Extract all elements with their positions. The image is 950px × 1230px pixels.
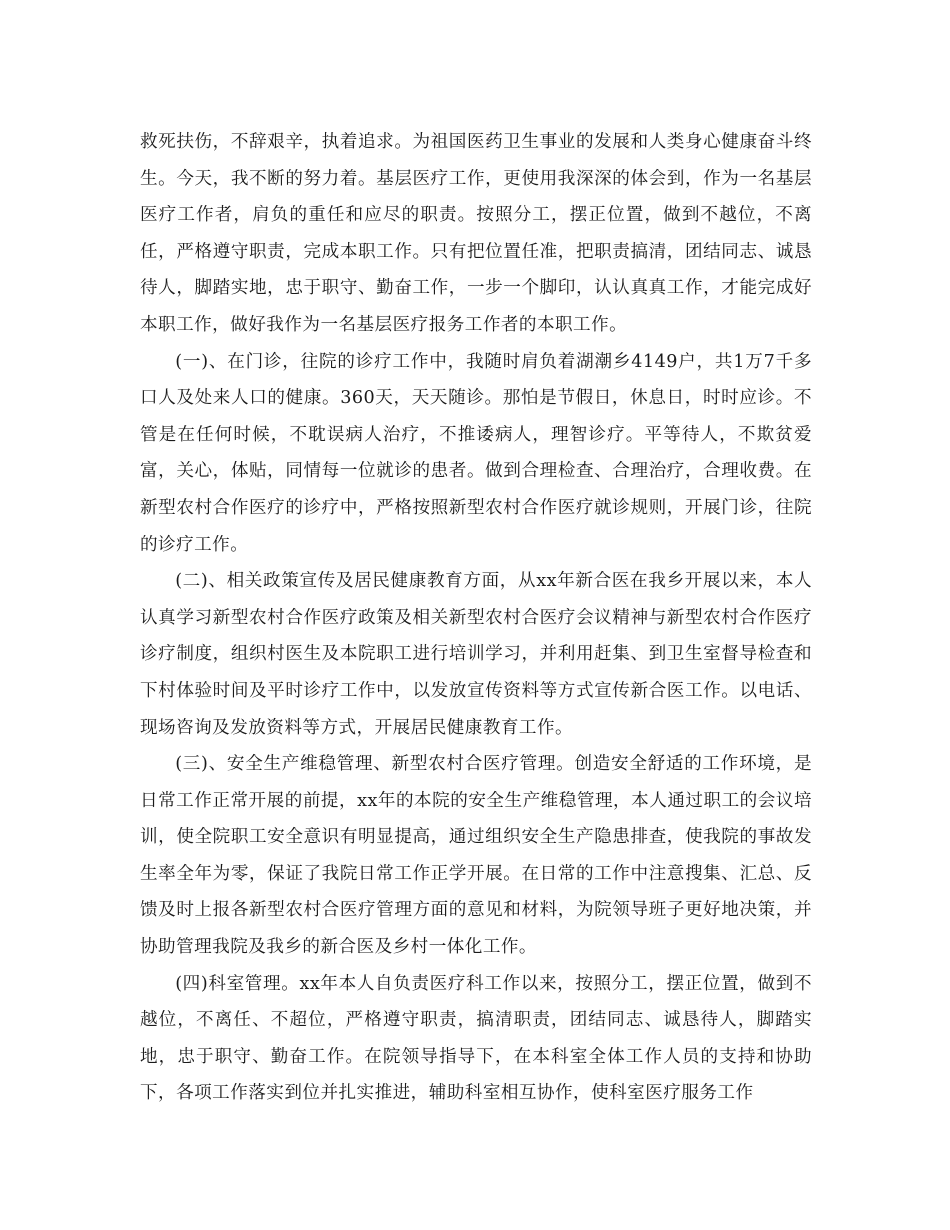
document-body — [140, 124, 812, 1112]
paragraph-department-management: (四)科室管理。xx年本人自负责医疗科工作以来，按照分工，摆正位置，做到不越位，不离任、不超位，严格遵守职责，搞清职责，团结同志、诚恳待人，脚踏实地，忠于职守、勤奋工作。在院领导指导下，在本科室全体工作人员的支持和协助下，各项工作落实到位并扎实推进，辅助科室相互协作，使科室医疗服务工作 — [140, 973, 812, 1104]
paragraph-policy-education: (二)、相关政策宣传及居民健康教育方面，从xx年新合医在我乡开展以来，本人认真学习新型农村合作医疗政策及相关新型农村合医疗会议精神与新型农村合作医疗诊疗制度，组织村医生及本院职工进行培训学习，并利用赶集、到卫生室督导检查和下村体验时间及平时诊疗工作中，以发放宣传资料等方式宣传新合医工作。以电话、现场咨询及发放资料等方式，开展居民健康教育工作。 — [140, 571, 812, 738]
paragraph-outpatient: (一)、在门诊，往院的诊疗工作中，我随时肩负着湖潮乡4149户，共1万7千多口人及处来人口的健康。360天，天天随诊。那怕是节假日，休息日，时时应诊。不管是在任何时候，不耽误病人治疗，不推诿病人，理智诊疗。平等待人，不欺贫爱富，关心，体贴，同情每一位就诊的患者。做到合理检查、合理治疗，合理收费。在新型农村合作医疗的诊疗中，严格按照新型农村合作医疗就诊规则，开展门诊，往院的诊疗工作。 — [140, 351, 812, 555]
paragraph-intro: 救死扶伤，不辞艰辛，执着追求。为祖国医药卫生事业的发展和人类身心健康奋斗终生。今天，我不断的努力着。基层医疗工作，更使用我深深的体会到，作为一名基层医疗工作者，肩负的重任和应尽的职责。按照分工，摆正位置，做到不越位，不离任，严格遵守职责，完成本职工作。只有把位置任准，把职责搞清，团结同志、诚恳待人，脚踏实地，忠于职守、勤奋工作，一步一个脚印，认认真真工作，才能完成好本职工作，做好我作为一名基层医疗报务工作者的本职工作。 — [140, 132, 812, 335]
paragraph-safety-management: (三)、安全生产维稳管理、新型农村合医疗管理。创造安全舒适的工作环境，是日常工作正常开展的前提，xx年的本院的安全生产维稳管理，本人通过职工的会议培训，使全院职工安全意识有明显提高，通过组织安全生产隐患排查，使我院的事故发生率全年为零，保证了我院日常工作正学开展。在日常的工作中注意搜集、汇总、反馈及时上报各新型农村合医疗管理方面的意见和材料，为院领导班子更好地决策，并协助管理我院及我乡的新合医及乡村一体化工作。 — [140, 754, 812, 958]
